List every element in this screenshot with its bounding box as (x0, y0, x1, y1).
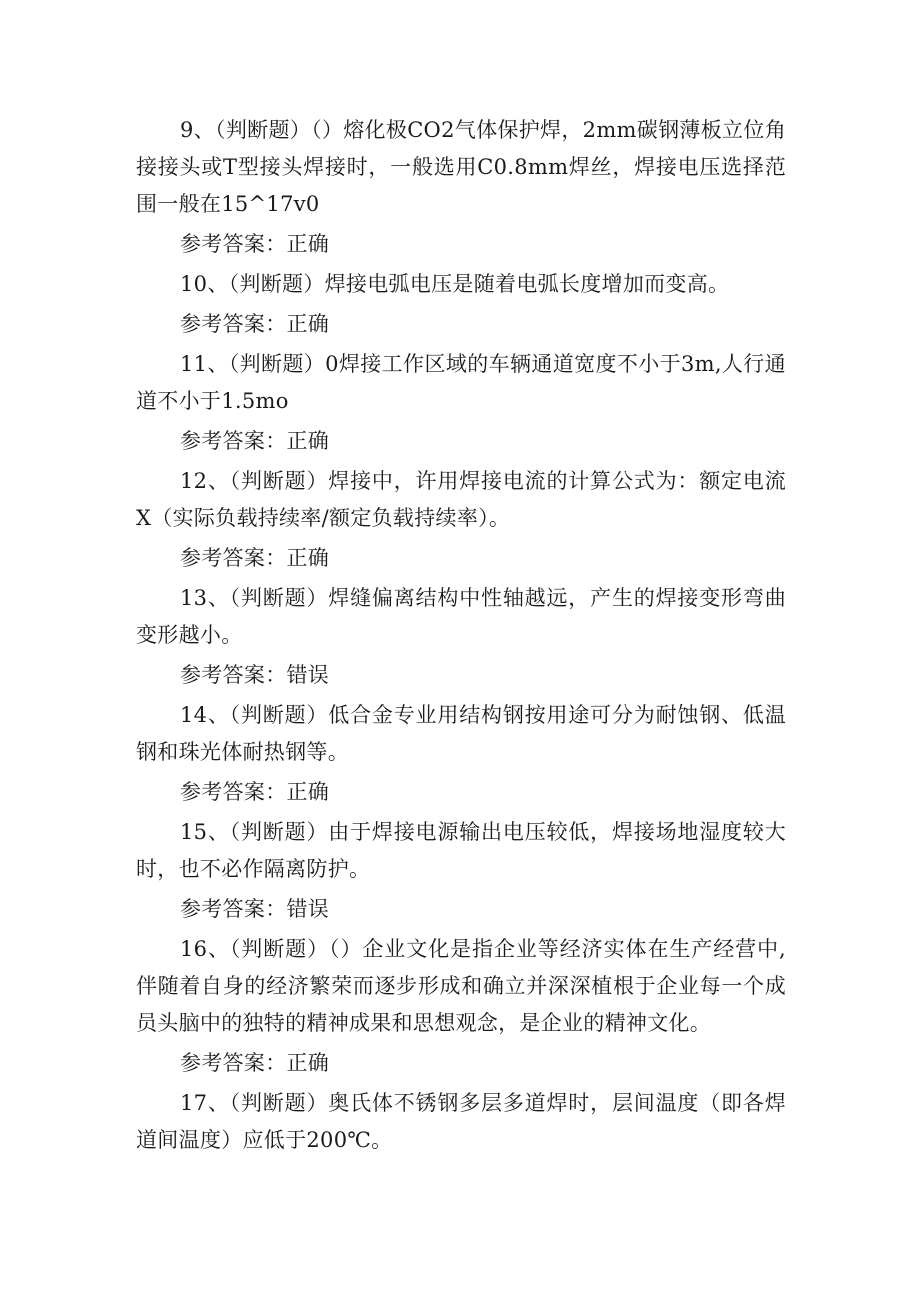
question-11: 11、（判断题）0焊接工作区域的车辆通道宽度不小于3m,人行通道不小于1.5mo (136, 352, 786, 413)
question-15: 15、（判断题）由于焊接电源输出电压较低，焊接场地湿度较大时，也不必作隔离防护。 (136, 820, 786, 881)
answer-14: 参考答案：正确 (180, 780, 330, 804)
answer-16: 参考答案：正确 (180, 1051, 330, 1075)
question-9: 9、（判断题）（）熔化极CO2气体保护焊，2mm碳钢薄板立位角接接头或T型接头焊接时，一般选用C0.8mm焊丝，焊接电压选择范围一般在15^17v0 (136, 118, 786, 216)
answer-11: 参考答案：正确 (180, 429, 330, 453)
question-14: 14、（判断题）低合金专业用结构钢按用途可分为耐蚀钢、低温钢和珠光体耐热钢等。 (136, 703, 786, 764)
answer-15: 参考答案：错误 (180, 897, 330, 921)
question-17: 17、（判断题）奥氏体不锈钢多层多道焊时，层间温度（即各焊道间温度）应低于200℃。 (136, 1091, 786, 1152)
question-16: 16、（判断题）（）企业文化是指企业等经济实体在生产经营中,伴随着自身的经济繁荣而逐步形成和确立并深深植根于企业每一个成员头脑中的独特的精神成果和思想观念，是企业的精神文化。 (136, 937, 786, 1035)
question-12: 12、（判断题）焊接中，许用焊接电流的计算公式为：额定电流X（实际负载持续率/额定负载持续率）。 (136, 469, 786, 530)
answer-13: 参考答案：错误 (180, 663, 330, 687)
answer-9: 参考答案：正确 (180, 232, 330, 256)
question-10: 10、（判断题）焊接电弧电压是随着电弧长度增加而变高。 (180, 272, 730, 296)
question-13: 13、（判断题）焊缝偏离结构中性轴越远，产生的焊接变形弯曲变形越小。 (136, 586, 786, 647)
document-body (136, 112, 786, 1162)
answer-12: 参考答案：正确 (180, 546, 330, 570)
answer-10: 参考答案：正确 (180, 312, 330, 336)
